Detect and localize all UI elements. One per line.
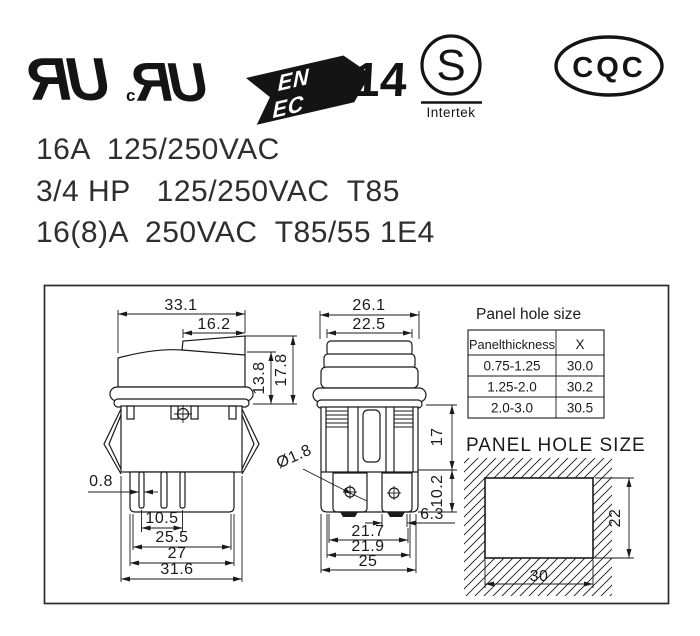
panel-hole-rect: [485, 478, 593, 558]
enec-number: 14: [351, 54, 409, 107]
dim-height-2: 10.2: [429, 474, 446, 508]
dim-hole-dia: Ø1.8: [273, 441, 315, 473]
table-cell: 0.75-1.25: [483, 358, 541, 374]
dim-width-3: 25: [358, 553, 378, 570]
table-header-x: X: [575, 337, 585, 352]
dim-total-height: 17.8: [273, 353, 290, 387]
terminal-slot: [139, 472, 144, 508]
rocker-cap-outline: [118, 336, 245, 387]
table-header-thickness: Panelthickness: [468, 337, 556, 352]
terminal-foot: [387, 512, 405, 517]
table-cell: 30.2: [566, 379, 594, 395]
terminal-slot: [161, 472, 167, 508]
dim-cap-width: 22.5: [352, 316, 386, 333]
dim-width-1: 21.7: [351, 523, 385, 540]
panel-hole-drawing: [464, 435, 646, 596]
rating-line-2: 3/4 HP 125/250VAC T85: [36, 175, 400, 208]
cqc-text: CQC: [572, 52, 646, 84]
switch-body: [121, 406, 242, 472]
dim-top-width: 33.1: [164, 297, 198, 314]
dim-width-1: 25.5: [155, 529, 189, 546]
cap-band-bottom: [321, 367, 418, 388]
enec-text-bottom: EC: [272, 90, 305, 124]
dim-top-width: 26.1: [352, 297, 386, 314]
enec-text-top: EN: [277, 63, 310, 97]
rating-line-1: 16A 125/250VAC: [36, 133, 280, 166]
dim-width-2: 21.9: [351, 538, 385, 555]
right-clip-inner: [242, 415, 254, 469]
dim-rocker-width: 16.2: [197, 316, 231, 333]
cul-c-prefix: c: [126, 86, 136, 105]
dim-body-height: 13.8: [251, 361, 268, 395]
table-title: Panel hole size: [476, 306, 582, 323]
terminal-foot: [340, 512, 358, 517]
dim-hole-height: 22: [607, 508, 624, 528]
dim-terminal-thickness: 0.8: [89, 473, 113, 490]
table-cell: 30.0: [566, 358, 594, 374]
table-cell: 30.5: [566, 400, 594, 416]
dim-width-3: 31.6: [160, 561, 194, 578]
terminal-slot: [180, 472, 185, 508]
table-cell: 2.0-3.0: [490, 400, 534, 416]
cul-mark-text: UR: [137, 51, 209, 113]
dim-height-1: 17: [429, 427, 446, 447]
panel-hole-table: [468, 306, 604, 418]
left-clip-inner: [109, 415, 121, 469]
side-view-drawing: [88, 297, 297, 582]
panel-hole-title: PANEL HOLE SIZE: [466, 435, 646, 456]
table-cell: 1.25-2.0: [487, 379, 537, 395]
intertek-s-letter: S: [436, 41, 466, 90]
front-view-drawing: [274, 297, 457, 573]
dim-hole-width: 30: [529, 568, 549, 585]
ul-mark-text: UR: [32, 46, 111, 113]
dim-terminal-width: 6.3: [420, 506, 444, 523]
dim-terminal-pitch: 10.5: [145, 510, 179, 527]
dim-width-2: 27: [167, 545, 187, 562]
intertek-wordmark: Intertek: [426, 105, 476, 120]
rating-line-3: 16(8)A 250VAC T85/55 1E4: [36, 216, 435, 249]
